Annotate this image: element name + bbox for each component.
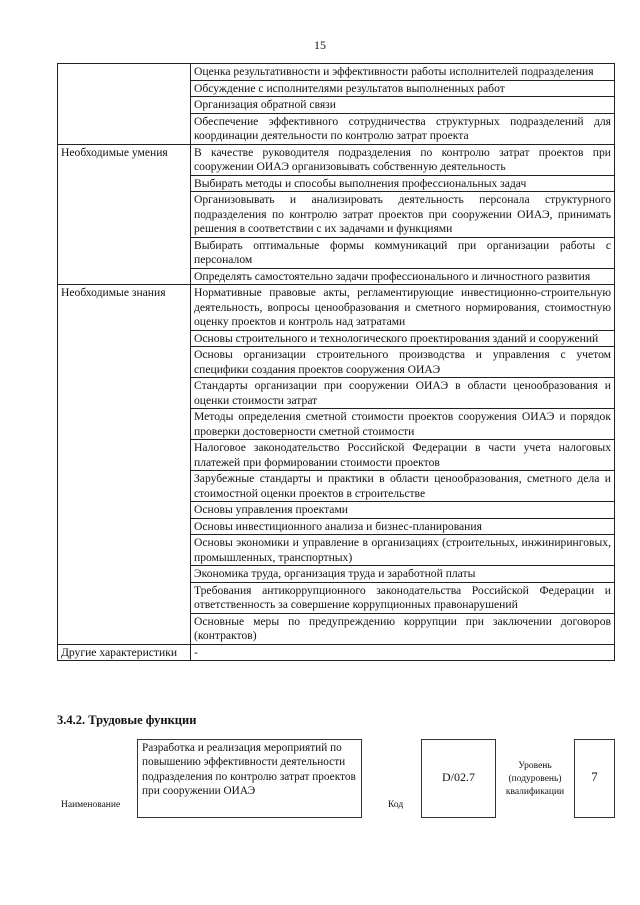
row-text: Выбирать оптимальные формы коммуникаций при организации работы с персоналом	[191, 237, 615, 268]
row-label: Другие характеристики	[58, 644, 191, 661]
name-label: Наименование	[61, 800, 121, 810]
level-label: Уровень (подуровень) квалификации	[505, 761, 565, 797]
section-title: 3.4.2. Трудовые функции	[57, 713, 197, 727]
table-row	[58, 644, 615, 661]
table-row	[58, 64, 615, 81]
function-code: D/02.7	[421, 739, 496, 818]
table-row	[58, 144, 615, 175]
row-text: Организовывать и анализировать деятельность персонала структурного подразделения по контролю затрат проектов при сооружении ОИАЭ, принимать решения в соответствии с их задачами и функциями	[191, 192, 615, 238]
row-text: Нормативные правовые акты, регламентирующие инвестиционно-строительную деятельность, вопросы ценообразования и сметного нормирования, стоимостную оценку проектов и контроль над затратами	[191, 285, 615, 331]
row-text: Основы организации строительного производства и управления с учетом специфики создания проектов сооружения ОИАЭ	[191, 347, 615, 378]
row-text: Основы инвестиционного анализа и бизнес-планирования	[191, 518, 615, 535]
row-label: Необходимые умения	[58, 144, 191, 285]
row-text: Экономика труда, организация труда и заработной платы	[191, 566, 615, 583]
row-text: Зарубежные стандарты и практики в области ценообразования, сметного дела и стоимостной оценки проектов в строительстве	[191, 471, 615, 502]
row-text: В качестве руководителя подразделения по контролю затрат проектов при сооружении ОИАЭ организовывать собственную деятельность	[191, 144, 615, 175]
row-text: Основные меры по предупреждению коррупции при заключении договоров (контрактов)	[191, 613, 615, 644]
row-text: Организация обратной связи	[191, 97, 615, 114]
table-row	[58, 285, 615, 331]
row-text: Основы экономики и управление в организациях (строительных, инжиниринговых, промышленных, транспортных)	[191, 535, 615, 566]
row-label: Необходимые знания	[58, 285, 191, 645]
function-name: Разработка и реализация мероприятий по повышению эффективности деятельности подразделения по контролю затрат проектов при сооружении ОИАЭ	[137, 739, 362, 818]
row-text: Оценка результативности и эффективности работы исполнителей подразделения	[191, 64, 615, 81]
row-text: Основы управления проектами	[191, 502, 615, 519]
row-text: Обсуждение с исполнителями результатов выполненных работ	[191, 80, 615, 97]
row-text: Требования антикоррупционного законодательства Российской Федерации и ответственность за совершение коррупционных правонарушений	[191, 582, 615, 613]
row-text: Методы определения сметной стоимости проектов сооружения ОИАЭ и порядок проверки достоверности сметной стоимости	[191, 409, 615, 440]
code-label: Код	[388, 800, 404, 810]
row-text: Определять самостоятельно задачи профессионального и личностного развития	[191, 268, 615, 285]
page-number: 15	[314, 38, 326, 52]
row-label	[58, 64, 191, 145]
row-text: Стандарты организации при сооружении ОИАЭ в области ценообразования и оценки стоимости затрат	[191, 378, 615, 409]
row-text: Налоговое законодательство Российской Федерации в части учета налоговых платежей при формировании стоимости проектов	[191, 440, 615, 471]
row-text: Выбирать методы и способы выполнения профессиональных задач	[191, 175, 615, 192]
competency-table	[57, 63, 615, 661]
row-text: -	[191, 644, 615, 661]
qualification-level: 7	[574, 739, 615, 818]
row-text: Основы строительного и технологического проектирования зданий и сооружений	[191, 330, 615, 347]
row-text: Обеспечение эффективного сотрудничества структурных подразделений для координации деятельности по контролю затрат проекта	[191, 113, 615, 144]
